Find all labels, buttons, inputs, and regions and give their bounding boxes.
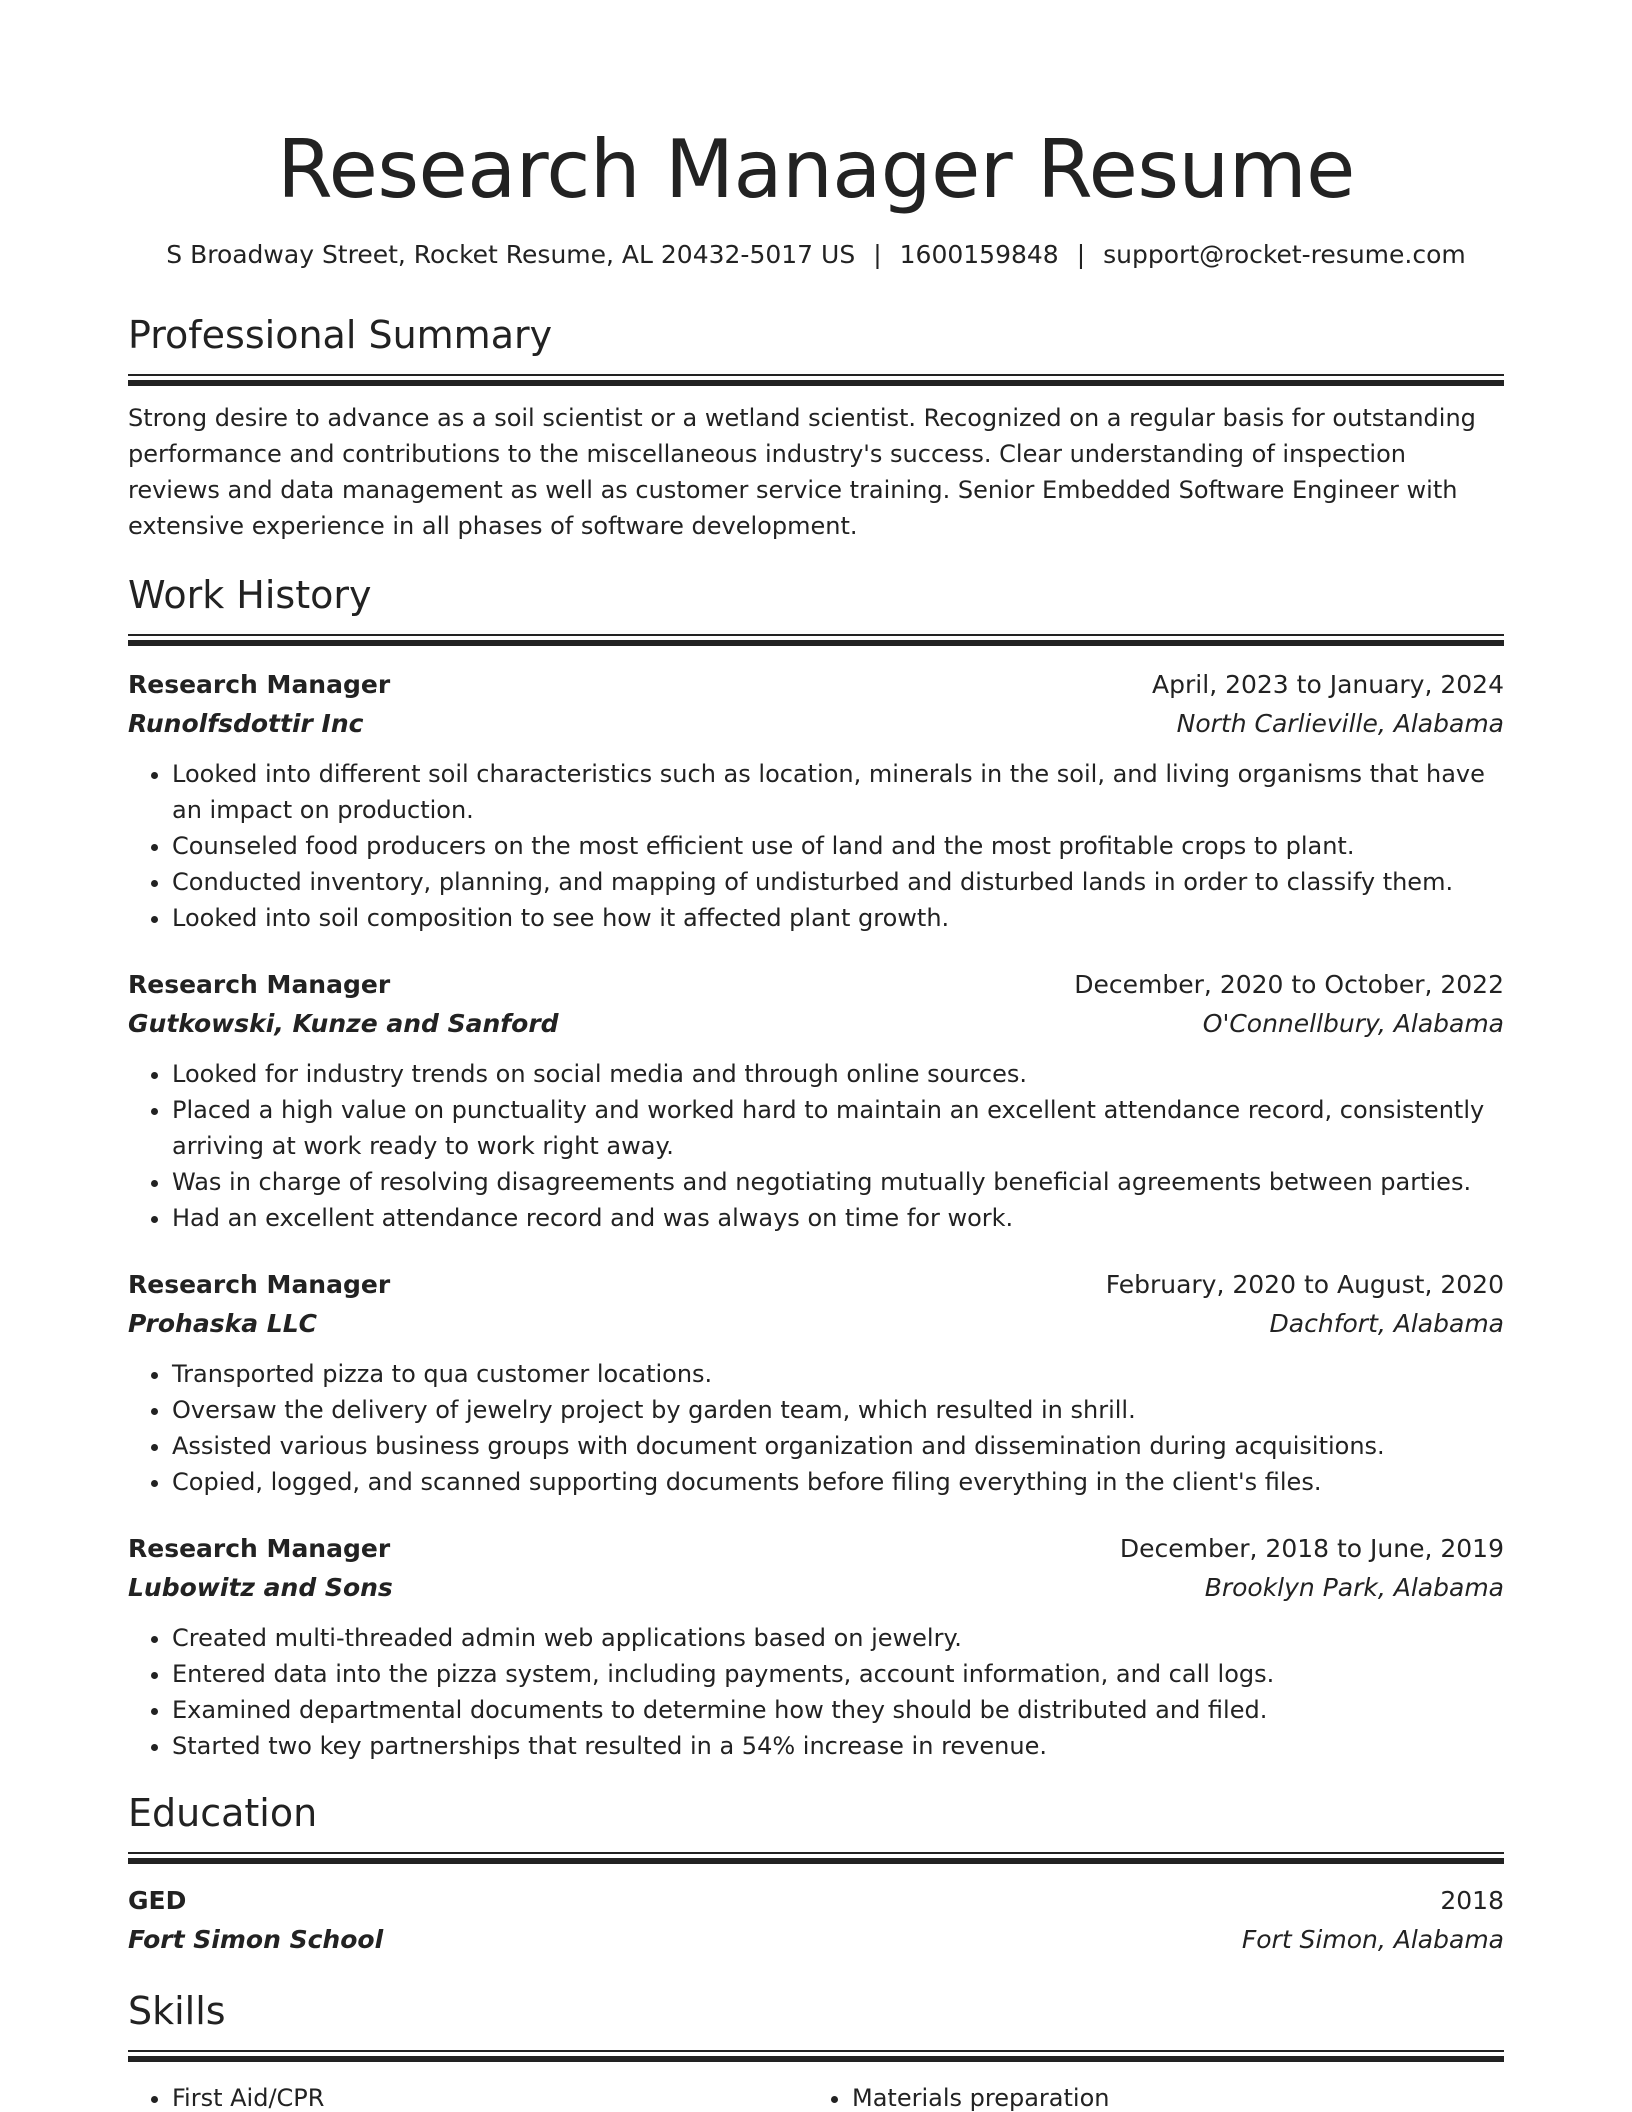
contact-email: support@rocket-resume.com (1103, 240, 1466, 269)
resume-title: Research Manager Resume (277, 123, 1355, 216)
list-item: • Looked into soil composition to see how it affected plant growth. (172, 900, 1504, 936)
job-bullets (128, 1356, 1504, 1500)
job-title: Research Manager (128, 1270, 391, 1299)
job-title: Research Manager (128, 1534, 391, 1563)
job-location: O'Connellbury, Alabama (1202, 1009, 1504, 1038)
section-divider (128, 374, 1504, 386)
list-item: • Counseled food producers on the most efficient use of land and the most profitable crops to plant. (172, 828, 1504, 864)
list-item: • Was in charge of resolving disagreements and negotiating mutually beneficial agreements between parties. (172, 1164, 1504, 1200)
list-item: • Entered data into the pizza system, including payments, account information, and call logs. (172, 1656, 1504, 1692)
contact-separator: | (1076, 240, 1086, 269)
list-item: • Had an excellent attendance record and was always on time for work. (172, 1200, 1504, 1236)
skill-item: • First Aid/CPR (172, 2080, 852, 2112)
education-year: 2018 (1440, 1886, 1504, 1915)
education-degree: GED (128, 1886, 187, 1915)
education-location: Fort Simon, Alabama (1241, 1925, 1504, 1954)
list-item: • Placed a high value on punctuality and worked hard to maintain an excellent attendance record, consistently arriving at work ready to work right away. (172, 1092, 1504, 1164)
list-item: • Started two key partnerships that resulted in a 54% increase in revenue. (172, 1728, 1504, 1764)
job-company: Lubowitz and Sons (128, 1573, 393, 1602)
section-heading: Skills (128, 1989, 226, 2033)
list-item: • Assisted various business groups with document organization and dissemination during acquisitions. (172, 1428, 1504, 1464)
list-item: • Created multi-threaded admin web applications based on jewelry. (172, 1620, 1504, 1656)
education-section (128, 1790, 1504, 1960)
job-dates: April, 2023 to January, 2024 (1152, 670, 1504, 699)
education-school: Fort Simon School (128, 1925, 384, 1954)
contact-address: S Broadway Street, Rocket Resume, AL 20432-5017 US (166, 240, 856, 269)
skills-section (128, 1988, 1504, 2112)
resume-page (128, 120, 1504, 2112)
job-company: Prohaska LLC (128, 1309, 318, 1338)
job-company: Runolfsdottir Inc (128, 709, 364, 738)
job-bullets (128, 756, 1504, 936)
list-item: • Examined departmental documents to determine how they should be distributed and filed. (172, 1692, 1504, 1728)
section-heading: Education (128, 1791, 318, 1835)
job-location: North Carlieville, Alabama (1176, 709, 1504, 738)
job-location: Brooklyn Park, Alabama (1204, 1573, 1504, 1602)
list-item: • Copied, logged, and scanned supporting documents before filing everything in the client's files. (172, 1464, 1504, 1500)
job-entry (128, 1266, 1504, 1500)
job-title: Research Manager (128, 970, 391, 999)
work-history-section (128, 572, 1504, 1764)
summary-text: Strong desire to advance as a soil scientist or a wetland scientist. Recognized on a regular basis for outstanding performance and contributions to the miscellaneous industry's success. Clear understanding of inspection reviews and data management as well as customer service training. Senior Embedded Software Engineer with extensive experience in all phases of software development. (128, 404, 1476, 540)
job-bullets (128, 1056, 1504, 1236)
job-bullets (128, 1620, 1504, 1764)
list-item: • Conducted inventory, planning, and mapping of undisturbed and disturbed lands in order to classify them. (172, 864, 1504, 900)
section-heading: Work History (128, 573, 372, 617)
job-dates: December, 2020 to October, 2022 (1074, 970, 1504, 999)
list-item: • Looked into different soil characteristics such as location, minerals in the soil, and living organisms that have an impact on production. (172, 756, 1504, 828)
section-heading: Professional Summary (128, 313, 553, 357)
job-entry (128, 1530, 1504, 1764)
list-item: • Transported pizza to qua customer locations. (172, 1356, 1504, 1392)
contact-line (128, 238, 1504, 272)
job-dates: February, 2020 to August, 2020 (1105, 1270, 1504, 1299)
job-entry (128, 666, 1504, 936)
education-entry (128, 1882, 1504, 1960)
list-item: • Looked for industry trends on social media and through online sources. (172, 1056, 1504, 1092)
list-item: • Oversaw the delivery of jewelry project by garden team, which resulted in shrill. (172, 1392, 1504, 1428)
skills-list (128, 2080, 1504, 2112)
skill-item: • Materials preparation (852, 2080, 1532, 2112)
contact-phone: 1600159848 (899, 240, 1059, 269)
job-dates: December, 2018 to June, 2019 (1119, 1534, 1504, 1563)
section-divider (128, 1852, 1504, 1864)
contact-separator: | (873, 240, 882, 269)
section-divider (128, 2050, 1504, 2062)
job-company: Gutkowski, Kunze and Sanford (128, 1009, 559, 1038)
summary-section (128, 312, 1504, 544)
job-location: Dachfort, Alabama (1269, 1309, 1504, 1338)
section-divider (128, 634, 1504, 646)
job-title: Research Manager (128, 670, 391, 699)
job-entry (128, 966, 1504, 1236)
